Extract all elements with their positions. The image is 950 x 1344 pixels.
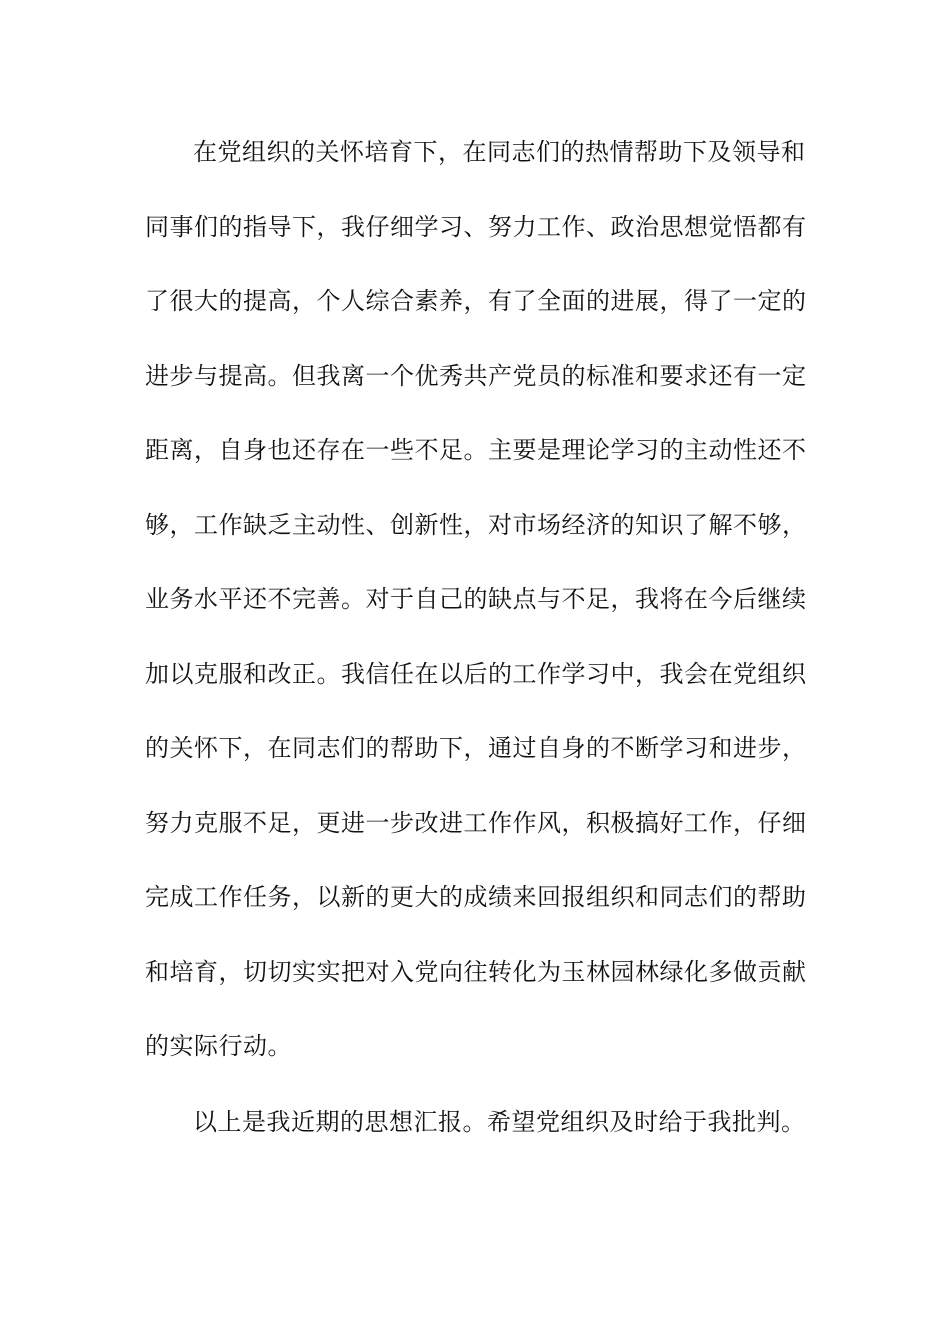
text-line: 在党组织的关怀培育下，在同志们的热情帮助下及领导和 (193, 138, 806, 166)
text-line: 业务水平还不完善。对于自己的缺点与不足，我将在今后继续 (145, 585, 807, 613)
text-line: 距离，自身也还存在一些不足。主要是理论学习的主动性还不 (145, 436, 807, 464)
text-line: 了很大的提高，个人综合素养，有了全面的进展，得了一定的 (145, 287, 807, 315)
text-line: 和培育，切切实实把对入党向往转化为玉林园林绿化多做贡献 (145, 957, 807, 986)
text-line: 同事们的指导下，我仔细学习、努力工作、政治思想觉悟都有 (145, 212, 807, 241)
text-line: 够，工作缺乏主动性、创新性，对市场经济的知识了解不够， (145, 510, 807, 539)
paragraph-closing (145, 1085, 805, 1160)
paragraph (145, 115, 805, 1084)
text-line: 加以克服和改正。我信任在以后的工作学习中，我会在党组织 (145, 659, 807, 688)
text-line: 以上是我近期的思想汇报。希望党组织及时给于我批判。 (193, 1108, 806, 1136)
paragraph (145, 1085, 805, 1160)
text-line: 的实际行动。 (145, 1032, 292, 1060)
text-line: 的关怀下，在同志们的帮助下，通过自身的不断学习和进步， (145, 734, 807, 762)
text-line: 完成工作任务，以新的更大的成绩来回报组织和同志们的帮助 (145, 883, 807, 911)
text-line: 努力克服不足，更进一步改进工作作风，积极搞好工作，仔细 (145, 808, 807, 837)
paragraph-body (145, 115, 805, 1084)
text-line: 进步与提高。但我离一个优秀共产党员的标准和要求还有一定 (145, 361, 807, 390)
